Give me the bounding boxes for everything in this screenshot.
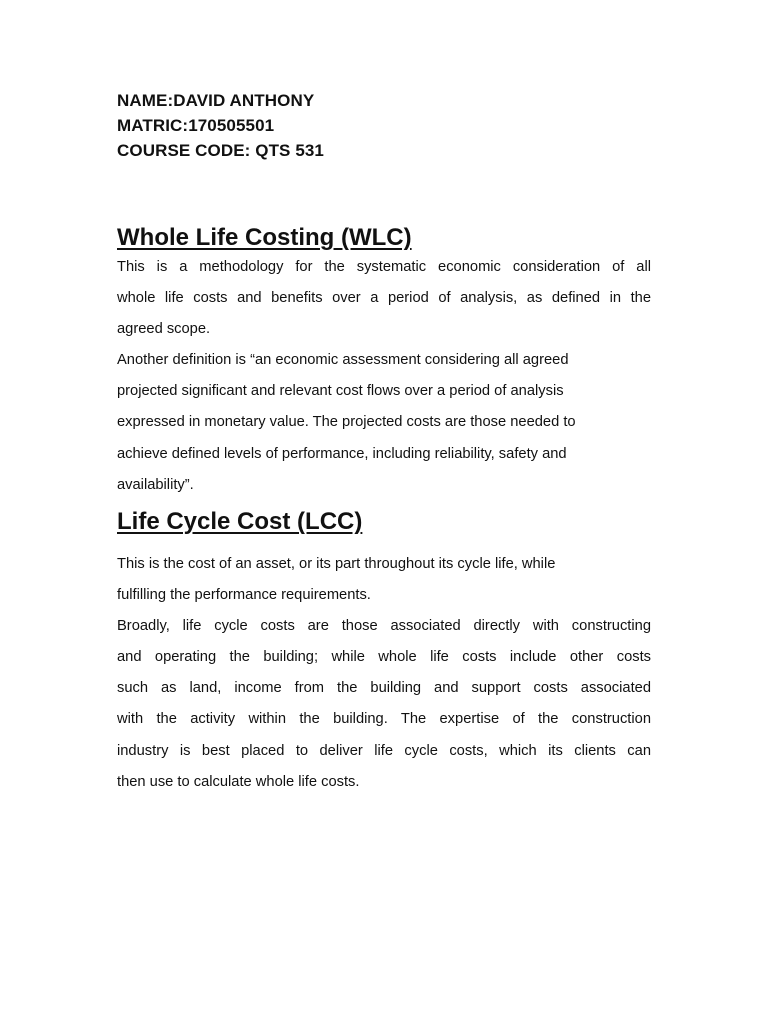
wlc-line: projected significant and relevant cost flows over a period of analysis <box>117 383 564 400</box>
wlc-line: This is a methodology for the systematic economic consideration of all <box>117 259 651 275</box>
lcc-line: such as land, income from the building and support costs associated <box>117 680 651 697</box>
student-info <box>117 88 324 163</box>
section-heading-lcc: Life Cycle Cost (LCC) <box>117 508 363 535</box>
lcc-line: Broadly, life cycle costs are those associated directly with constructing <box>117 618 651 635</box>
matric-number: MATRIC:170505501 <box>117 116 275 135</box>
section-heading-wlc: Whole Life Costing (WLC) <box>117 224 412 251</box>
lcc-line: then use to calculate whole life costs. <box>117 773 360 790</box>
lcc-line: fulfilling the performance requirements. <box>117 587 371 604</box>
wlc-line: agreed scope. <box>117 321 211 338</box>
student-name: NAME:DAVID ANTHONY <box>117 91 315 110</box>
wlc-line: whole life costs and benefits over a period of analysis, as defined in the <box>117 290 651 307</box>
lcc-line: industry is best placed to deliver life cycle costs, which its clients can <box>117 742 651 759</box>
wlc-line: achieve defined levels of performance, including reliability, safety and <box>117 445 567 462</box>
lcc-line: This is the cost of an asset, or its part throughout its cycle life, while <box>117 556 556 572</box>
wlc-body <box>117 252 651 501</box>
lcc-line: with the activity within the building. The expertise of the construction <box>117 711 651 728</box>
course-code: COURSE CODE: QTS 531 <box>117 141 324 160</box>
lcc-body <box>117 549 651 798</box>
lcc-line: and operating the building; while whole life costs include other costs <box>117 649 651 666</box>
wlc-line: Another definition is “an economic assessment considering all agreed <box>117 352 569 369</box>
wlc-line: availability”. <box>117 476 194 493</box>
wlc-line: expressed in monetary value. The projected costs are those needed to <box>117 414 576 431</box>
